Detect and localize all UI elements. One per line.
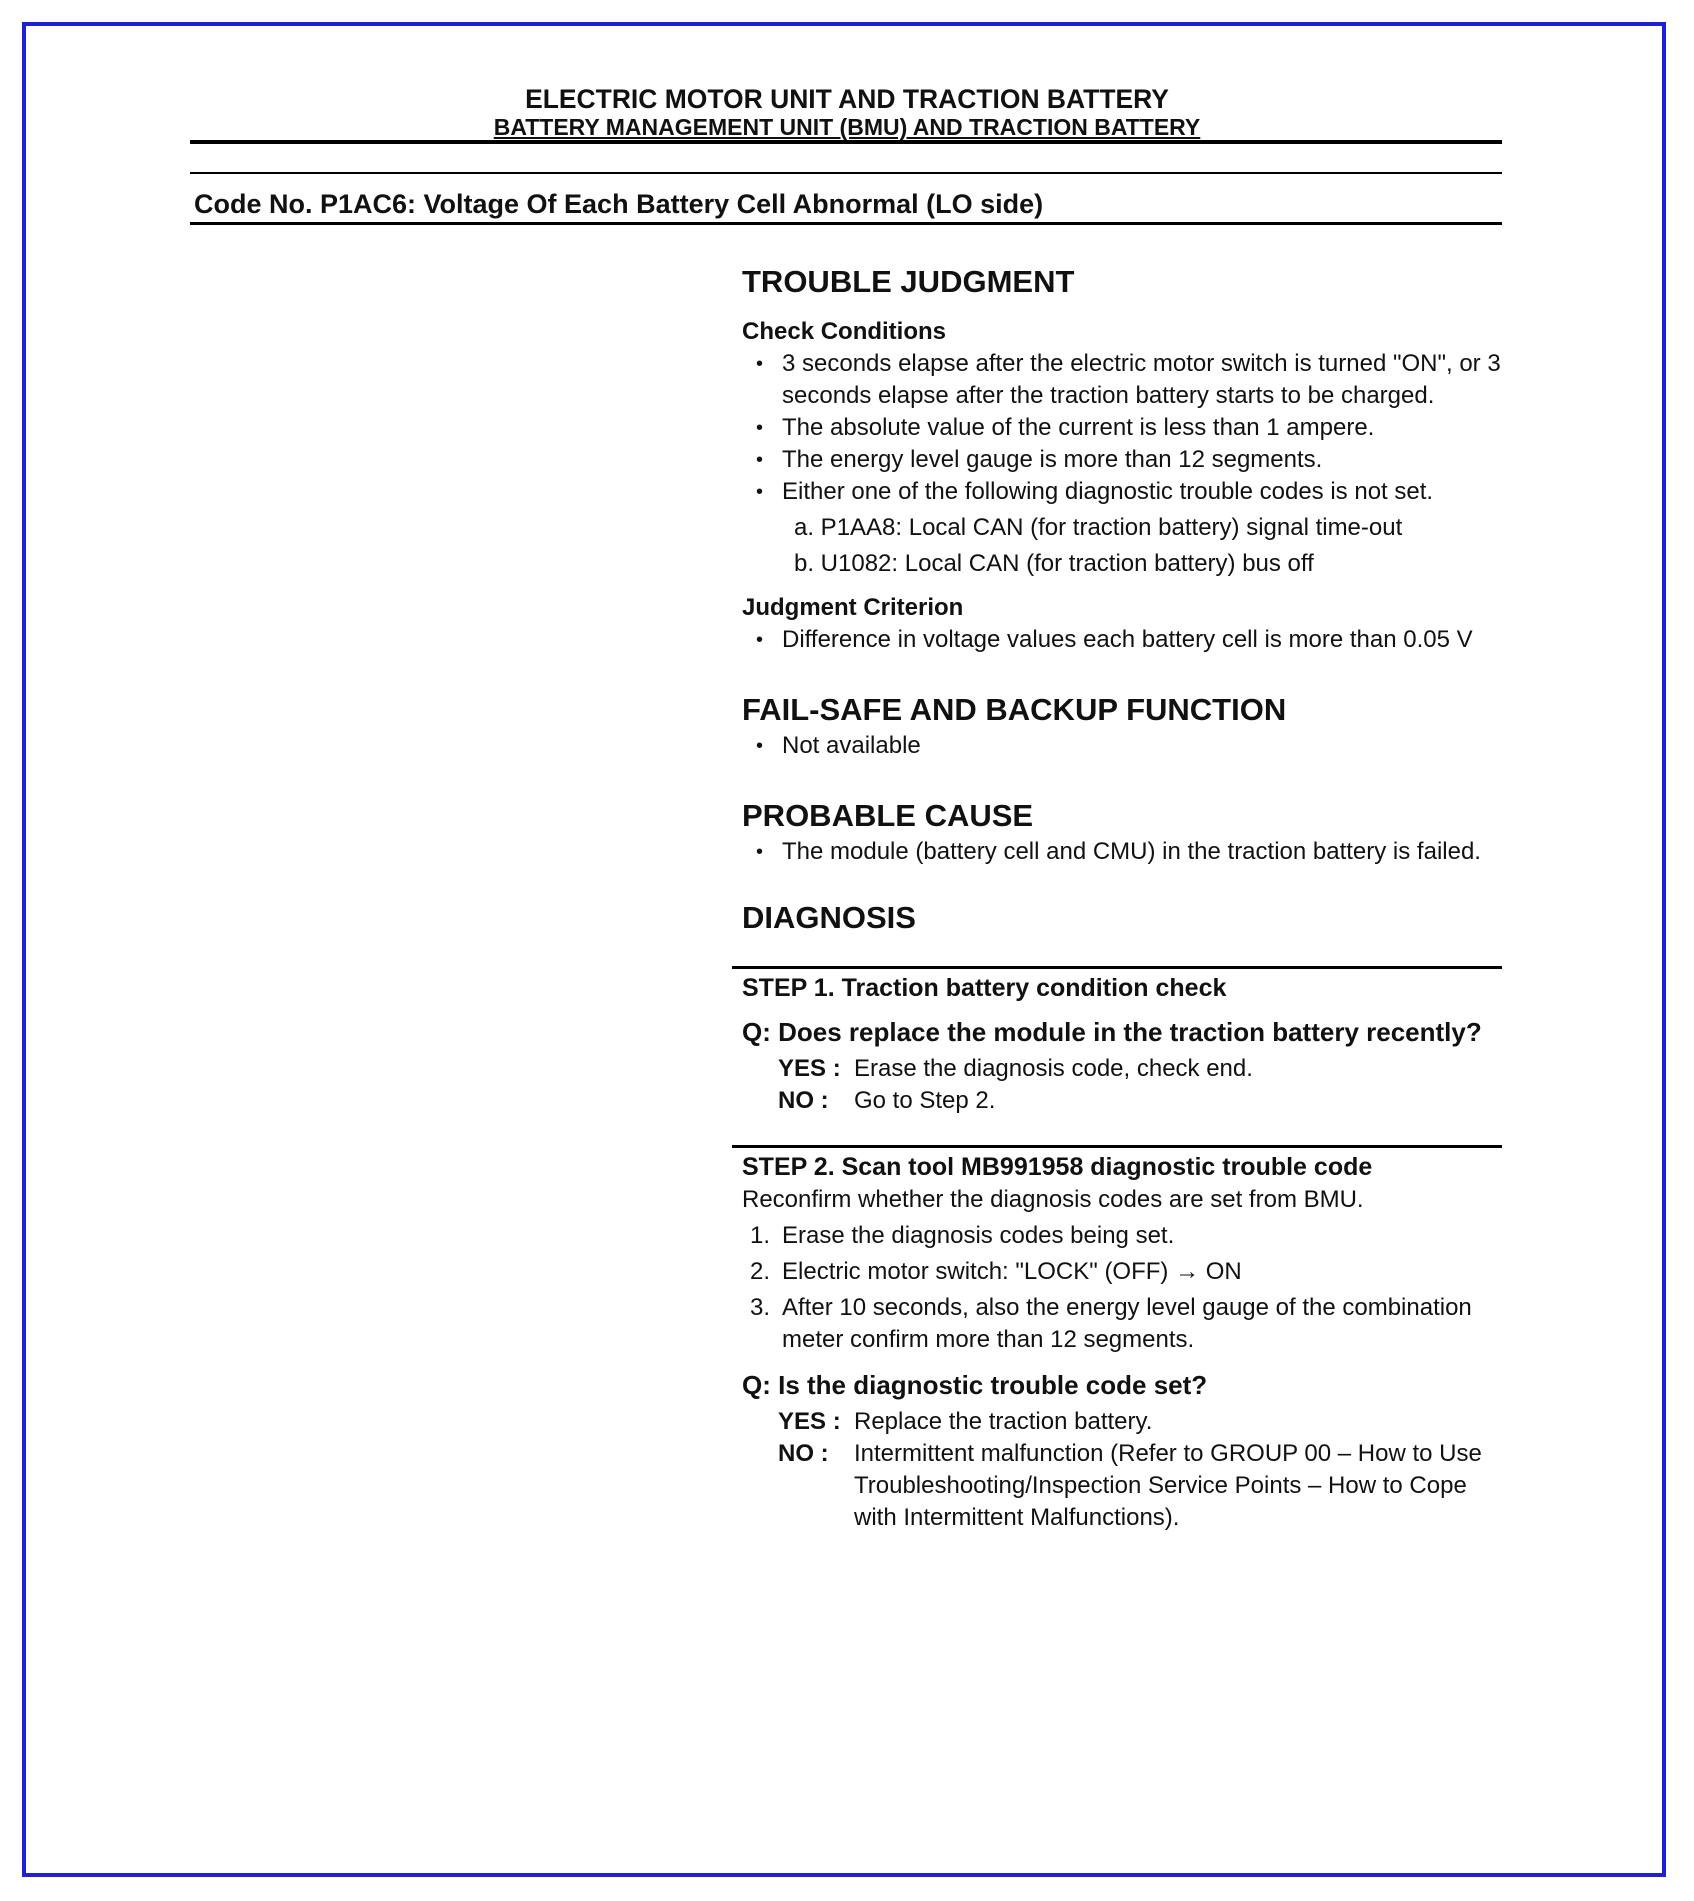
procedure-item [750,1292,1502,1356]
content-column [742,262,1502,1534]
yes-label: YES : [778,1408,841,1435]
step1-question: Q: Does replace the module in the traction battery recently? [742,1017,1482,1047]
procedure-text: Erase the diagnosis codes being set. [782,1222,1175,1249]
list-item: • The energy level gauge is more than 12 segments. [782,444,1502,476]
step2-title: STEP 2. Scan tool MB991958 diagnostic trouble code [742,1153,1373,1181]
step2-yes [742,1406,1502,1438]
step2-intro: Reconfirm whether the diagnosis codes are set from BMU. [742,1186,1364,1213]
judgment-criterion-heading: Judgment Criterion [742,594,964,621]
step2-no [742,1438,1502,1534]
list-item: • The absolute value of the current is less than 1 ampere. [782,412,1502,444]
list-item [782,476,1502,582]
fail-safe-heading: FAIL-SAFE AND BACKUP FUNCTION [742,692,1287,727]
probable-cause-list [742,836,1502,868]
title-bottom-rule [190,222,1502,225]
yes-text: Erase the diagnosis code, check end. [854,1055,1253,1082]
procedure-number: 2. [750,1258,771,1285]
procedure-number: 1. [750,1222,771,1249]
sub-list [782,510,1502,582]
step1-yes [742,1053,1502,1085]
yes-label: YES : [778,1055,841,1082]
title-top-rule [190,172,1502,174]
step1-rule [732,966,1502,969]
step2-procedure-list [742,1220,1502,1356]
sub-list-item: b. U1082: Local CAN (for traction battery) bus off [794,550,1314,577]
judgment-criterion-list [742,624,1502,656]
procedure-text: After 10 seconds, also the energy level gauge of the combination meter confirm more than 12 segments. [782,1294,1472,1353]
no-label: NO : [778,1440,829,1467]
no-text: Intermittent malfunction (Refer to GROUP 00 – How to Use Troubleshooting/Inspection Service Points – How to Cope with Intermittent Malfunctions). [854,1440,1482,1531]
yes-text: Replace the traction battery. [854,1408,1153,1435]
step1-no [742,1085,1502,1117]
trouble-judgment-heading: TROUBLE JUDGMENT [742,264,1075,299]
procedure-text: Electric motor switch: "LOCK" (OFF) → ON [782,1258,1242,1285]
procedure-item [750,1256,1502,1288]
sub-list-item: a. P1AA8: Local CAN (for traction battery) signal time-out [794,514,1403,541]
list-item: • 3 seconds elapse after the electric motor switch is turned "ON", or 3 seconds elapse after the traction battery starts to be charged. [782,348,1502,412]
list-item-text: Either one of the following diagnostic trouble codes is not set. [782,478,1434,505]
check-conditions-list [742,348,1502,582]
step2-rule [732,1145,1502,1148]
list-item: • Not available [782,730,1502,762]
header-rule [190,140,1502,144]
fail-safe-list [742,730,1502,762]
list-item: • Difference in voltage values each battery cell is more than 0.05 V [782,624,1502,656]
list-item: • The module (battery cell and CMU) in the traction battery is failed. [782,836,1502,868]
step2-question: Q: Is the diagnostic trouble code set? [742,1370,1208,1400]
section-title: ELECTRIC MOTOR UNIT AND TRACTION BATTERY [525,84,1169,114]
probable-cause-heading: PROBABLE CAUSE [742,798,1034,833]
step1-title: STEP 1. Traction battery condition check [742,974,1227,1002]
no-text: Go to Step 2. [854,1087,996,1114]
procedure-number: 3. [750,1294,771,1321]
no-label: NO : [778,1087,829,1114]
section-subtitle: BATTERY MANAGEMENT UNIT (BMU) AND TRACTION BATTERY [493,114,1201,140]
diagnosis-heading: DIAGNOSIS [742,900,916,935]
code-title: Code No. P1AC6: Voltage Of Each Battery Cell Abnormal (LO side) [194,189,1044,219]
check-conditions-heading: Check Conditions [742,318,947,345]
procedure-item [750,1220,1502,1252]
